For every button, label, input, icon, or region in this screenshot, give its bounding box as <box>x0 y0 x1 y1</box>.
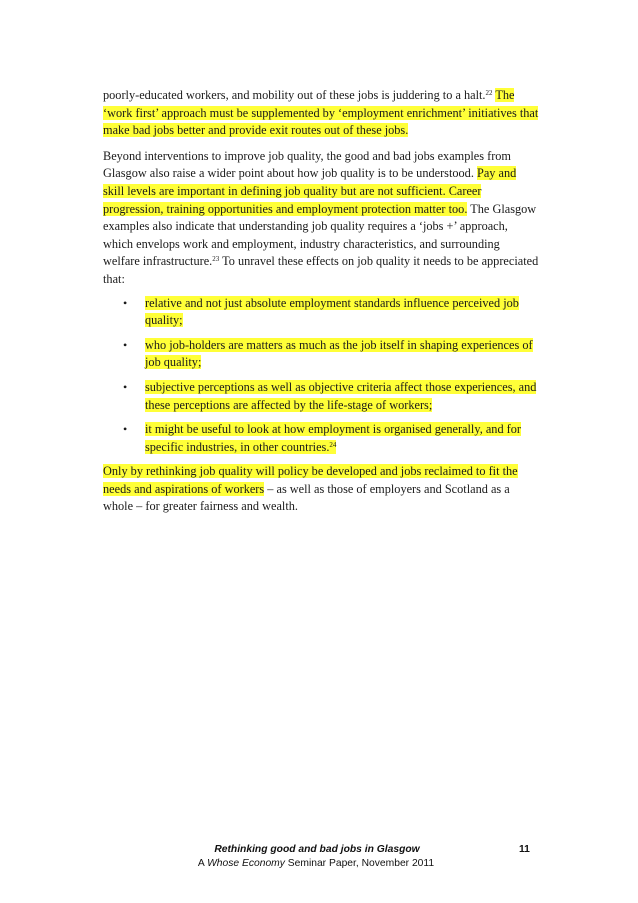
paragraph-1 <box>103 87 539 140</box>
list-item-text: who job-holders are matters as much as the job itself in shaping experiences of job quality; <box>145 337 533 370</box>
body-text <box>103 87 539 516</box>
paragraph-3 <box>103 463 539 516</box>
footer-subtitle-suffix: Seminar Paper, November 2011 <box>284 858 435 869</box>
footnote-ref-24: 24 <box>329 440 337 449</box>
list-item-text: relative and not just absolute employment standards influence perceived job quality; <box>145 295 519 328</box>
bullet-list <box>103 295 539 457</box>
paragraph-2-text: To unravel these effects on job quality it needs to be appreciated that: <box>103 254 539 286</box>
paragraph-1-text: poorly-educated workers, and mobility out of these jobs is juddering to a halt. <box>103 88 486 102</box>
bullet-icon: • <box>123 379 128 394</box>
footer-title: Rethinking good and bad jobs in Glasgow <box>214 844 420 855</box>
footer-subtitle-prefix: A <box>197 858 208 869</box>
footer-subtitle <box>0 857 632 871</box>
highlighted-text: Only by rethinking job quality will policy be developed and jobs reclaimed to fit the needs and aspirations of workers <box>103 464 518 496</box>
paragraph-2 <box>103 148 539 289</box>
list-item <box>103 421 539 456</box>
footnote-ref-23: 23 <box>212 255 220 264</box>
list-item-text-content: it might be useful to look at how employment is organised generally, and for specific industries, in other countries. <box>145 422 522 454</box>
paragraph-3-text: – as well as those of employers and Scotland as a whole – for greater fairness and wealth. <box>103 481 510 514</box>
list-item <box>103 379 539 414</box>
paragraph-2-text: The Glasgow examples also indicate that understanding job quality requires a ‘jobs +’ approach, which envelops work and employment, industry characteristics, and surrounding welfare infrastructure. <box>103 201 537 269</box>
bullet-icon: • <box>123 422 128 437</box>
bullet-icon: • <box>123 295 128 310</box>
page-number: 11 <box>519 844 530 855</box>
bullet-icon: • <box>123 337 128 352</box>
footnote-ref-22: 22 <box>485 89 493 97</box>
list-item-text <box>145 422 521 454</box>
list-item-text: subjective perceptions as well as objective criteria affect those experiences, and these perceptions are affected by the life-stage of workers; <box>145 379 537 412</box>
paragraph-2-text: Beyond interventions to improve job quality, the good and bad jobs examples from Glasgow also raise a wider point about how job quality is to be understood. <box>103 148 512 181</box>
list-item <box>103 337 539 372</box>
highlighted-text: Pay and skill levels are important in defining job quality but are not sufficient. Career progression, training opportunities and employment protection matter too. <box>103 166 517 216</box>
highlighted-text: The ‘work first’ approach must be supplemented by ‘employment enrichment’ initiatives that make bad jobs better and provide exit routes out of these jobs. <box>103 88 539 138</box>
footer-subtitle-italic: Whose Economy <box>207 858 285 869</box>
list-item <box>103 295 539 330</box>
